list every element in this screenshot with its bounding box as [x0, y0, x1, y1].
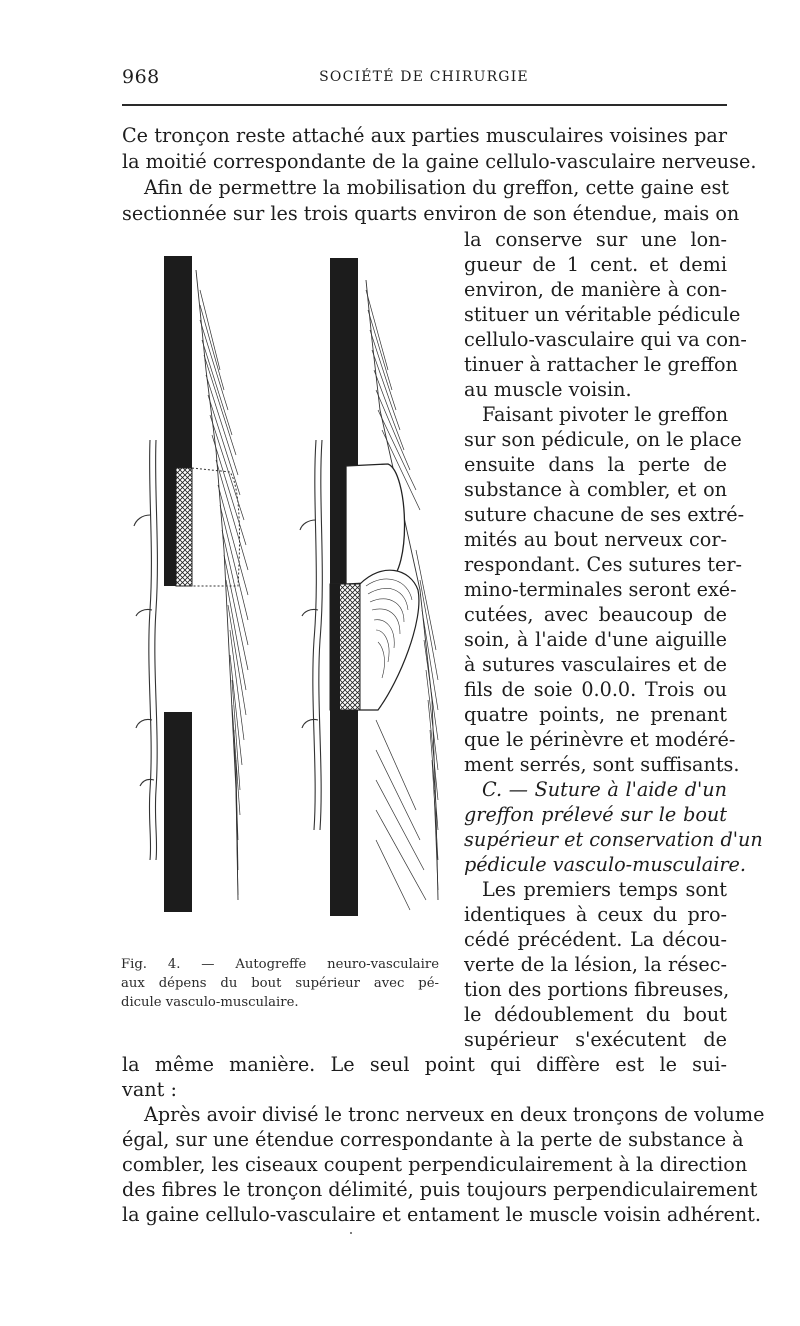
figure-caption: [121, 955, 439, 1012]
body-line: au muscle voisin.: [464, 378, 632, 401]
caption-line: aux dépens du bout supérieur avec pé-: [121, 976, 439, 991]
body-line: fils de soie 0.0.0. Trois ou: [464, 678, 727, 701]
body-line: environ, de manière à con-: [464, 278, 727, 301]
section-heading-line: greffon prélevé sur le bout: [464, 803, 727, 826]
body-line: identiques à ceux du pro-: [464, 903, 727, 926]
body-line: cellulo-vasculaire qui va con-: [464, 328, 747, 351]
body-line: respondant. Ces sutures ter-: [464, 553, 743, 576]
body-line: substance à combler, et on: [464, 478, 727, 501]
body-line: le dédoublement du bout: [464, 1003, 727, 1026]
body-line: suture chacune de ses extré-: [464, 503, 745, 526]
page-header: [122, 66, 726, 96]
body-line: mino-terminales seront exé-: [464, 578, 737, 601]
body-line: stituer un véritable pédicule: [464, 303, 741, 326]
body-line: la même manière. Le seul point qui diffère est le sui-: [122, 1053, 727, 1076]
body-line: sectionnée sur les trois quarts environ de son étendue, mais on: [122, 202, 740, 225]
caption-line: dicule vasculo-musculaire.: [121, 995, 299, 1010]
body-line: Les premiers temps sont: [482, 878, 727, 901]
body-line: la conserve sur une lon-: [464, 228, 727, 251]
body-line: mités au bout nerveux cor-: [464, 528, 727, 551]
body-line: supérieur s'exécutent de: [464, 1028, 727, 1051]
body-line: Après avoir divisé le tronc nerveux en deux tronçons de volume: [144, 1103, 765, 1126]
body-line: sur son pédicule, on le place: [464, 428, 742, 451]
body-line: Afin de permettre la mobilisation du greffon, cette gaine est: [144, 176, 730, 199]
body-line: Faisant pivoter le greffon: [482, 403, 729, 426]
body-line: vant :: [122, 1078, 177, 1101]
printing-speck: [350, 1232, 352, 1234]
body-line: égal, sur une étendue correspondante à la perte de substance à: [122, 1128, 744, 1151]
left-drawing: [134, 256, 248, 912]
page-number: 968: [122, 66, 160, 88]
body-line: des fibres le tronçon délimité, puis toujours perpendiculairement: [122, 1178, 758, 1201]
body-line: à sutures vasculaires et de: [464, 653, 727, 676]
body-line: quatre points, ne prenant: [464, 703, 727, 726]
body-line: Ce tronçon reste attaché aux parties musculaires voisines par: [122, 124, 727, 147]
figure-illustration: [120, 250, 460, 950]
body-line: gueur de 1 cent. et demi: [464, 253, 727, 276]
body-line: ment serrés, sont suffisants.: [464, 753, 740, 776]
body-line: combler, les ciseaux coupent perpendiculairement à la direction: [122, 1153, 748, 1176]
body-line: verte de la lésion, la résec-: [464, 953, 727, 976]
body-line: la moitié correspondante de la gaine cellulo-vasculaire nerveuse.: [122, 150, 757, 173]
body-line: tion des portions fibreuses,: [464, 978, 730, 1001]
body-line: tinuer à rattacher le greffon: [464, 353, 738, 376]
section-heading-line: C. — Suture à l'aide d'un: [482, 778, 727, 801]
caption-line: Fig. 4. — Autogreffe neuro-vasculaire: [121, 957, 439, 972]
body-line: ensuite dans la perte de: [464, 453, 727, 476]
body-line: que le périnèvre et modéré-: [464, 728, 736, 751]
body-line: cédé précédent. La décou-: [464, 928, 727, 951]
header-rule: [122, 104, 727, 106]
right-drawing: [300, 258, 438, 916]
body-line: la gaine cellulo-vasculaire et entament le muscle voisin adhérent.: [122, 1203, 761, 1226]
body-line: cutées, avec beaucoup de: [464, 603, 727, 626]
section-heading-line: supérieur et conservation d'un: [464, 828, 763, 851]
body-line: soin, à l'aide d'une aiguille: [464, 628, 727, 651]
section-heading-line: pédicule vasculo-musculaire.: [464, 853, 746, 876]
running-title: SOCIÉTÉ DE CHIRURGIE: [319, 69, 529, 85]
